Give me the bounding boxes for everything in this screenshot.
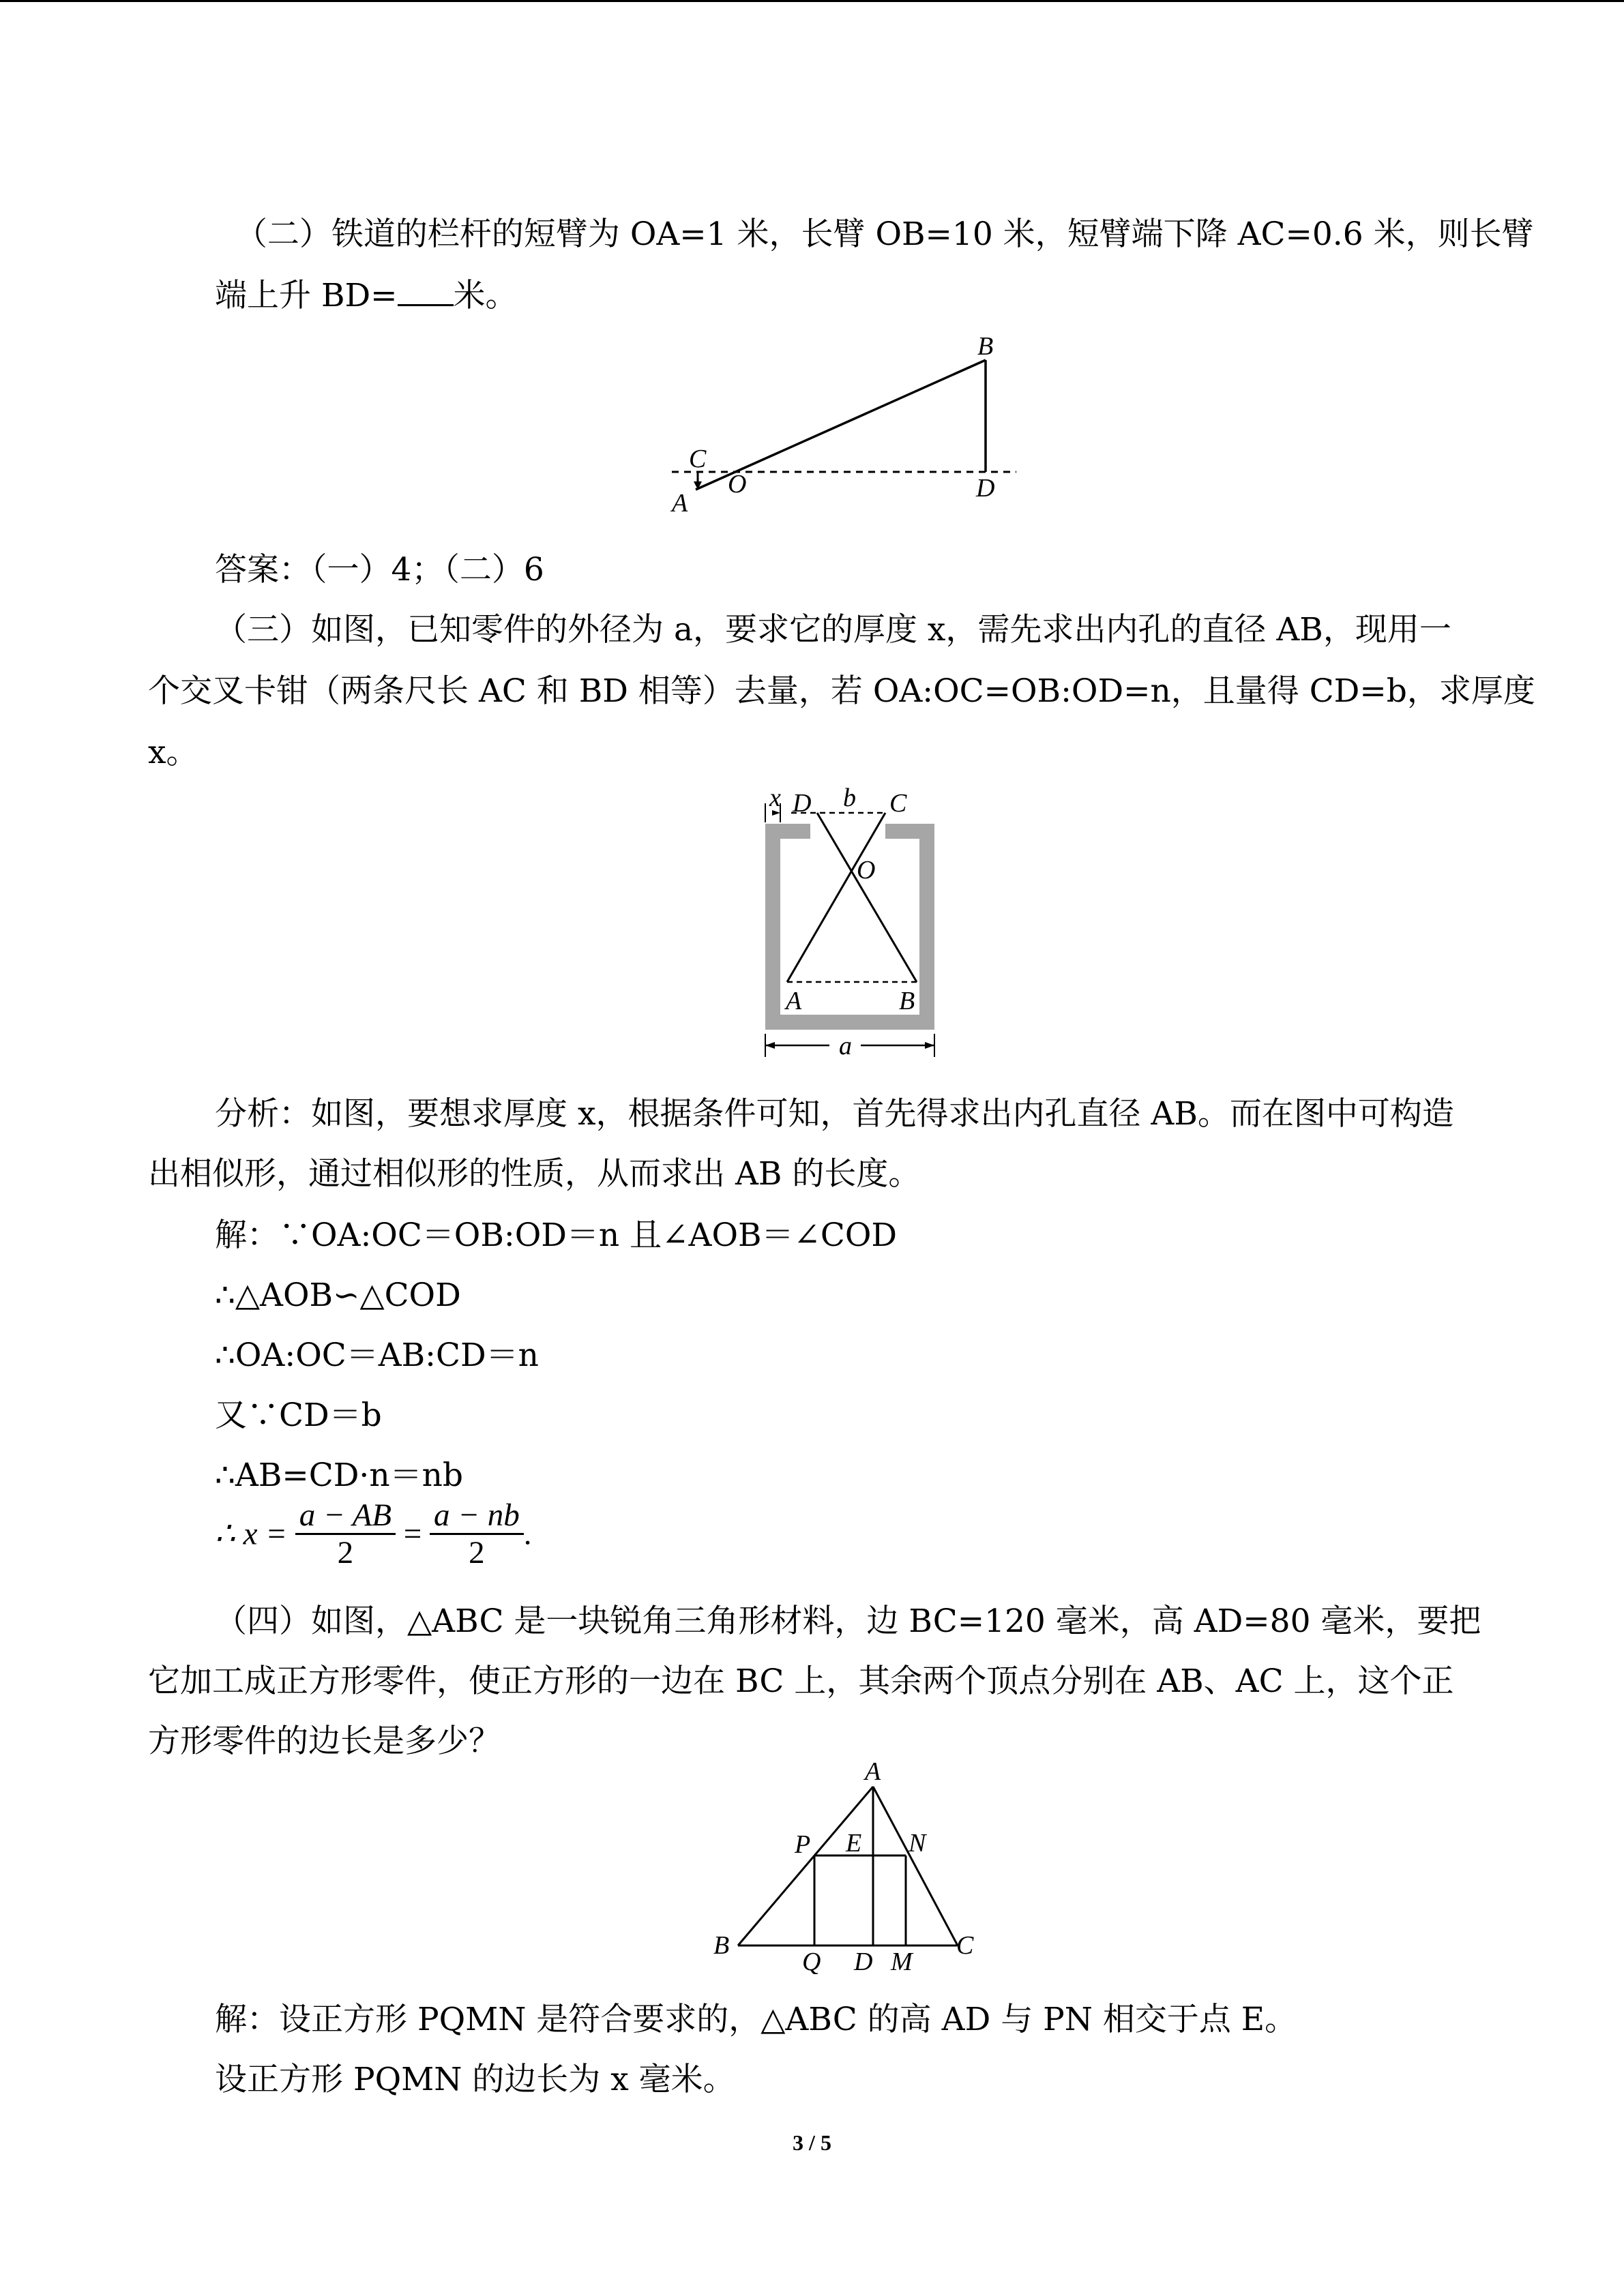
solution-4-text-1: 解：设正方形 PQMN 是符合要求的，△ABC 的高 AD 与 PN 相交于点 E。 (215, 2001, 1297, 2038)
problem-4-text-1: （四）如图，△ABC 是一块锐角三角形材料，边 BC=120 毫米，高 AD=80 毫米，要把 (215, 1602, 1481, 1640)
formula-equals: = (403, 1516, 422, 1552)
label-C: C (956, 1931, 974, 1960)
label-B: B (899, 987, 915, 1015)
solution-text-2: ∴△AOB∽△COD (215, 1277, 461, 1314)
label-O: O (857, 856, 876, 884)
problem-4-line-1 (215, 1592, 1480, 1652)
problem-4-text-3: 方形零件的边长是多少？ (148, 1723, 501, 1760)
problem-2-text-2b: 米。 (453, 277, 518, 314)
answer-line (215, 540, 1480, 600)
caliper-figure (750, 783, 955, 1069)
solution-4-text-2: 设正方形 PQMN 的边长为 x 毫米。 (215, 2061, 735, 2098)
label-B: B (713, 1931, 730, 1960)
a-arrow-left (765, 1042, 775, 1049)
top-border (0, 0, 1624, 2)
analysis-line-1 (215, 1084, 1480, 1144)
fraction-1 (295, 1497, 396, 1570)
problem-2-line-2 (215, 266, 1480, 326)
problem-3-line-1 (215, 600, 1480, 660)
problem-2-text-2a: 端上升 BD= (215, 277, 398, 314)
label-D: D (793, 789, 812, 818)
solution-line-3 (215, 1326, 1480, 1386)
solution-text-1: 解：∵OA:OC＝OB:OD＝n 且∠AOB＝∠COD (215, 1217, 898, 1254)
label-E: E (846, 1829, 862, 1858)
analysis-text-2: 出相似形，通过相似形的性质，从而求出 AB 的长度。 (148, 1155, 921, 1193)
side-ab (738, 1787, 873, 1945)
solution-text-4: 又∵CD＝b (215, 1397, 382, 1434)
label-a: a (839, 1032, 852, 1060)
problem-3-text-3: x。 (148, 734, 198, 771)
label-M: M (891, 1948, 913, 1974)
solution-line-4 (215, 1386, 1480, 1446)
label-Q: Q (802, 1948, 821, 1974)
label-D: D (976, 474, 995, 503)
answer-text: 答案：（一）4；（二）6 (215, 551, 544, 588)
problem-3-line-3 (148, 723, 1413, 783)
solution-text-3: ∴OA:OC＝AB:CD＝n (215, 1337, 539, 1374)
label-x: x (769, 784, 781, 812)
lever-figure (665, 327, 1033, 518)
page-number: 3 / 5 (793, 2130, 831, 2155)
label-b: b (843, 784, 856, 812)
fraction-1-numerator: a − AB (295, 1497, 396, 1535)
formula-period: . (523, 1516, 532, 1552)
label-C: C (889, 789, 907, 818)
label-N: N (909, 1829, 926, 1858)
solution-line-1 (215, 1206, 1480, 1266)
a-arrow-right (925, 1042, 934, 1049)
fraction-2-numerator: a − nb (430, 1497, 524, 1535)
fraction-1-denominator: 2 (337, 1535, 354, 1570)
label-A: A (865, 1763, 881, 1786)
problem-2-text-1: （二）铁道的栏杆的短臂为 OA=1 米，长臂 OB=10 米，短臂端下降 AC=0.6 米，则长臂 (235, 215, 1534, 253)
label-B: B (977, 332, 994, 361)
solution-text-5: ∴AB=CD·n＝nb (215, 1457, 463, 1494)
problem-3-text-1: （三）如图，已知零件的外径为 a，要求它的厚度 x，需先求出内孔的直径 AB，现用一 (215, 611, 1451, 648)
problem-2-line-1 (215, 205, 1534, 265)
solution-4-line-1 (215, 1990, 1480, 2050)
triangle-figure (703, 1763, 989, 1974)
problem-4-text-2: 它加工成正方形零件，使正方形的一边在 BC 上，其余两个顶点分别在 AB、AC 上，这个正 (148, 1663, 1454, 1700)
solution-line-2 (215, 1266, 1480, 1326)
problem-4-line-2 (148, 1652, 1454, 1712)
label-A: A (672, 489, 688, 518)
analysis-text-1: 分析：如图，要想求厚度 x，根据条件可知，首先得求出内孔直径 AB。而在图中可构造 (215, 1095, 1454, 1133)
label-C: C (689, 445, 707, 473)
fraction-2-denominator: 2 (469, 1535, 485, 1570)
label-D: D (854, 1948, 873, 1974)
label-A: A (786, 987, 802, 1015)
label-O: O (728, 470, 747, 498)
formula-prefix: ∴ x = (215, 1516, 287, 1552)
label-P: P (795, 1830, 811, 1859)
solution-4-line-2 (215, 2050, 1480, 2110)
side-ac (873, 1787, 958, 1945)
fraction-2 (430, 1497, 524, 1570)
solution-line-5 (215, 1446, 1480, 1506)
problem-3-text-2: 个交叉卡钳（两条尺长 AC 和 BD 相等）去量，若 OA:OC=OB:OD=n，且量得 CD=b，求厚度 (148, 672, 1535, 710)
problem-3-line-2 (148, 661, 1535, 721)
analysis-line-2 (148, 1144, 1413, 1204)
solution-formula (215, 1497, 1480, 1570)
answer-blank (398, 274, 454, 306)
